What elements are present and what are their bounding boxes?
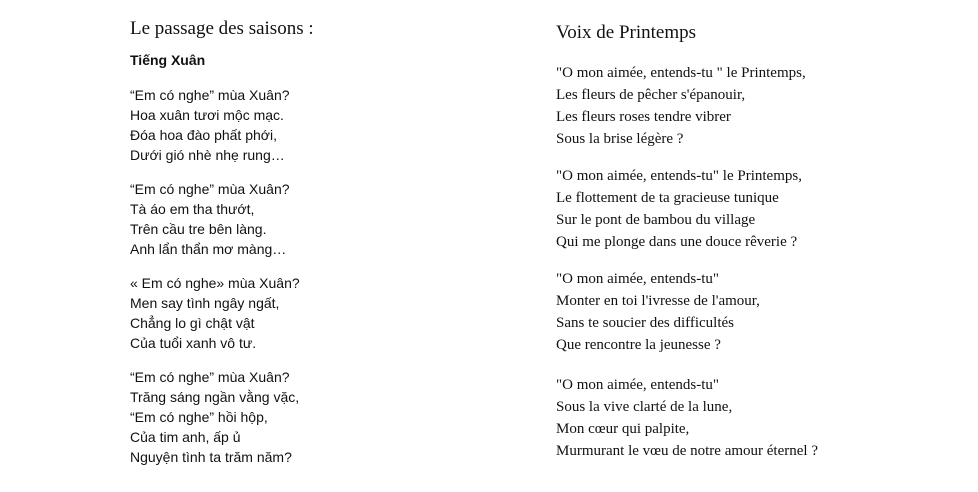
poem-line: “Em có nghe” mùa Xuân? (130, 369, 290, 385)
vietnamese-stanza-4 (130, 367, 299, 467)
poem-line: "O mon aimée, entends-tu" le Printemps, (556, 168, 802, 184)
poem-line: « Em có nghe» mùa Xuân? (130, 275, 300, 291)
french-stanza-3 (556, 268, 760, 356)
poem-line: Murmurant le vœu de notre amour éternel ? (556, 443, 818, 459)
poem-line: Chẳng lo gì chật vật (130, 315, 255, 331)
vietnamese-stanza-3 (130, 273, 300, 353)
poem-line: “Em có nghe” mùa Xuân? (130, 87, 290, 103)
poem-line: “Em có nghe” hồi hộp, (130, 409, 268, 425)
french-stanza-1 (556, 62, 806, 150)
french-stanza-2 (556, 165, 802, 253)
vietnamese-stanza-1 (130, 85, 290, 165)
vietnamese-poem-title: Tiếng Xuân (130, 52, 206, 68)
poem-line: Mon cœur qui palpite, (556, 421, 690, 437)
poem-line: Le flottement de ta gracieuse tunique (556, 190, 779, 206)
poem-line: Dưới gió nhè nhẹ rung… (130, 147, 285, 163)
page-heading: Le passage des saisons : (130, 18, 314, 39)
poem-line: Trên cầu tre bên làng. (130, 221, 267, 237)
vietnamese-stanza-2 (130, 179, 290, 259)
poem-line: Les fleurs roses tendre vibrer (556, 109, 731, 125)
poem-line: Sur le pont de bambou du village (556, 212, 756, 228)
poem-line: Sous la vive clarté de la lune, (556, 399, 733, 415)
french-poem-title: Voix de Printemps (556, 22, 697, 43)
poem-line: Qui me plonge dans une douce rêverie ? (556, 234, 798, 250)
poem-line: Que rencontre la jeunesse ? (556, 337, 721, 353)
poem-line: Sans te soucier des difficultés (556, 315, 735, 331)
poem-line: Trăng sáng ngần vằng vặc, (130, 389, 300, 405)
poem-line: Men say tình ngây ngất, (130, 295, 280, 311)
poem-line: Nguyện tình ta trăm năm? (130, 449, 292, 465)
poem-line: Đóa hoa đào phất phới, (130, 127, 277, 143)
poem-line: Monter en toi l'ivresse de l'amour, (556, 293, 760, 309)
poem-line: Của tim anh, ấp ủ (130, 429, 241, 445)
poem-line: “Em có nghe” mùa Xuân? (130, 181, 290, 197)
french-stanza-4 (556, 374, 818, 462)
poem-line: Sous la brise légère ? (556, 131, 684, 147)
poem-line: "O mon aimée, entends-tu" (556, 377, 720, 393)
poem-line: "O mon aimée, entends-tu " le Printemps, (556, 65, 806, 81)
poem-line: Hoa xuân tươi mộc mạc. (130, 107, 284, 123)
poem-line: Anh lẩn thẩn mơ màng… (130, 241, 287, 257)
poem-line: Của tuổi xanh vô tư. (130, 335, 257, 351)
poem-line: Tà áo em tha thướt, (130, 201, 255, 217)
poem-line: Les fleurs de pêcher s'épanouir, (556, 87, 746, 103)
poem-line: "O mon aimée, entends-tu" (556, 271, 720, 287)
